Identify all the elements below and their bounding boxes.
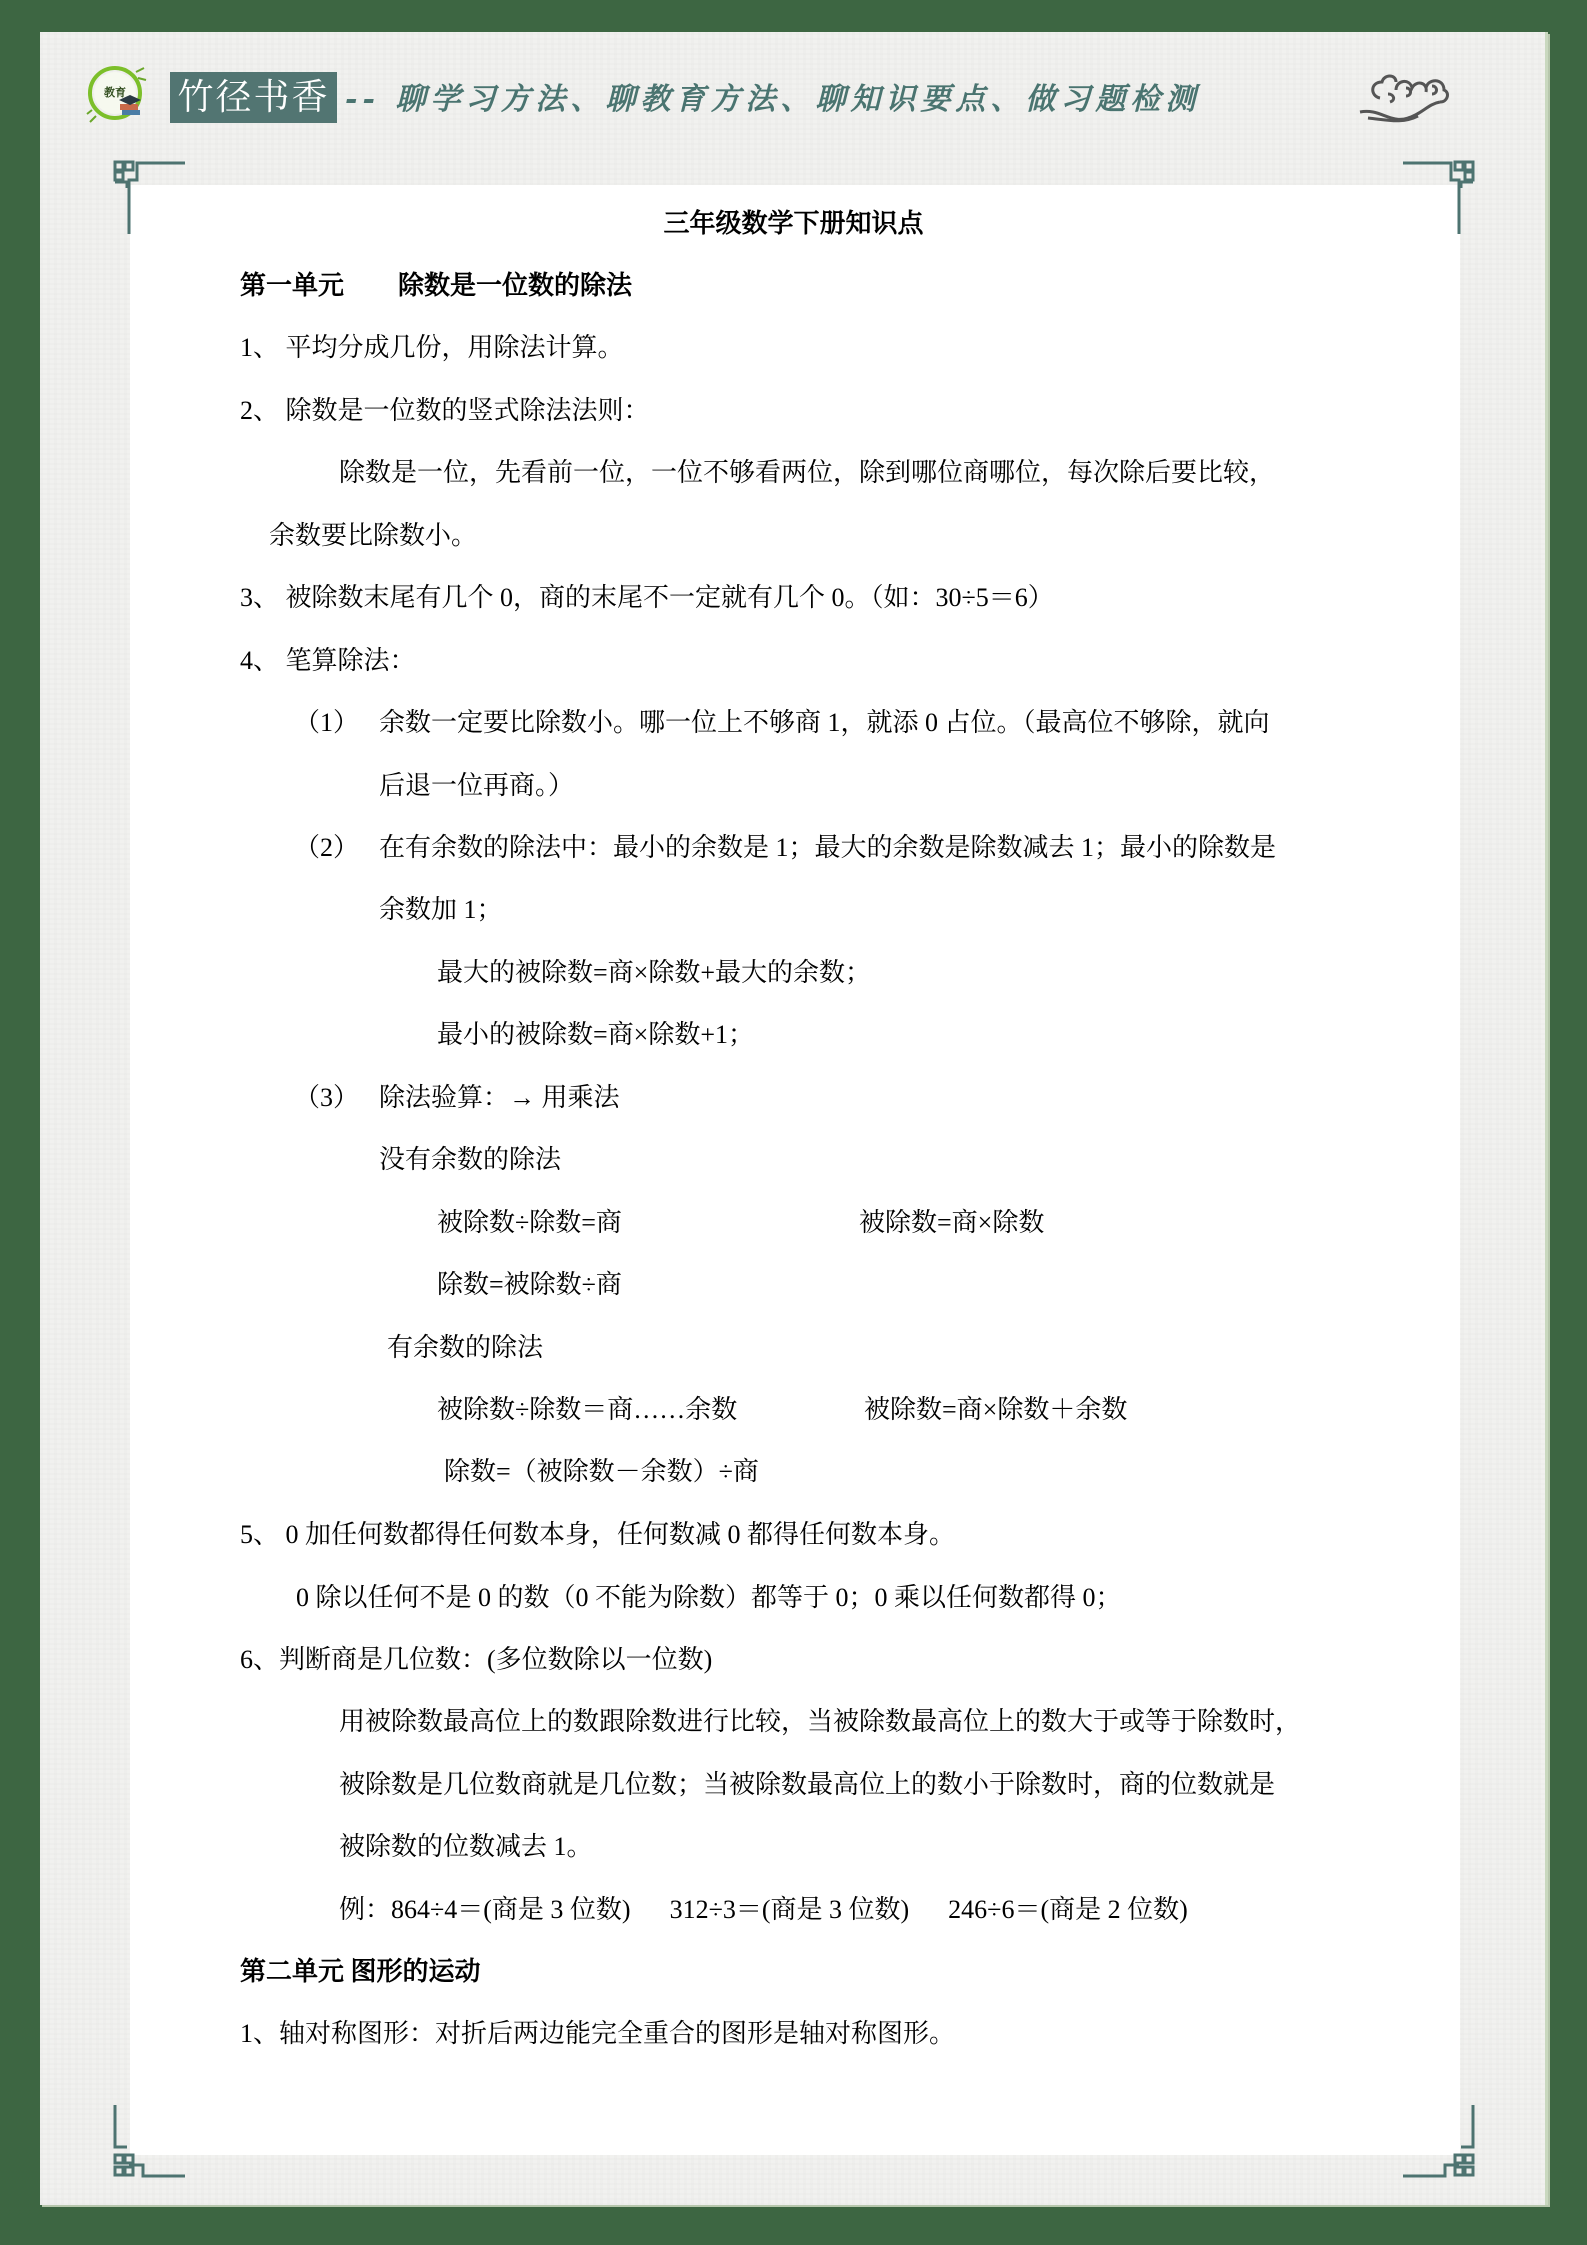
auspicious-cloud-icon (1358, 68, 1458, 128)
unit1-heading (240, 270, 632, 302)
sub-item-1-line1: 余数一定要比除数小。哪一位上不够商 1，就添 0 占位。（最高位不够除，就向 (379, 708, 1270, 737)
bamboo-logo-icon (86, 64, 148, 126)
formula-quotient: 被除数÷除数=商 (437, 1208, 622, 1237)
item-2-rule-line2: 余数要比除数小。 (269, 521, 478, 550)
no-remainder-heading: 没有余数的除法 (379, 1145, 562, 1174)
item-5-line1: 5、 0 加任何数都得任何数本身，任何数减 0 都得任何数本身。 (240, 1520, 956, 1549)
corner-ornament-bottom-left-icon (113, 2105, 185, 2179)
sub-item-3-number: （3） (294, 1083, 360, 1112)
svg-text:教育: 教育 (104, 86, 126, 99)
item-1: 1、 平均分成几份，用除法计算。 (240, 333, 624, 362)
sub-item-2-number: （2） (294, 833, 360, 862)
item-6-examples: 例：864÷4＝(商是 3 位数) 312÷3＝(商是 3 位数) 246÷6＝(商是 2 位数) (339, 1895, 1188, 1924)
remainder-heading: 有余数的除法 (387, 1333, 544, 1362)
formula-max-dividend: 最大的被除数=商×除数+最大的余数； (437, 958, 871, 987)
sub-item-1-number: （1） (294, 708, 360, 737)
item-2: 2、 除数是一位数的竖式除法法则： (240, 396, 650, 425)
item-5-line2: 0 除以任何不是 0 的数（0 不能为除数）都等于 0；0 乘以任何数都得 0； (296, 1583, 1122, 1612)
sub-item-2-line1: 在有余数的除法中：最小的余数是 1；最大的余数是除数减去 1；最小的除数是 (379, 833, 1277, 862)
header-tagline: -- 聊学习方法、聊教育方法、聊知识要点、做习题检测 (345, 82, 1201, 117)
unit2-heading: 第二单元 图形的运动 (240, 1957, 481, 1986)
formula-divisor: 除数=被除数÷商 (437, 1270, 622, 1299)
unit1-label: 第一单元 (240, 271, 345, 300)
item-6-para-line3: 被除数的位数减去 1。 (339, 1832, 593, 1861)
sub-item-2-line2: 余数加 1； (379, 895, 503, 924)
sub-item-3-line1: 除法验算：→ 用乘法 (379, 1083, 620, 1112)
item-4: 4、 笔算除法： (240, 646, 416, 675)
formula-dividend-remainder: 被除数=商×除数＋余数 (864, 1395, 1128, 1424)
corner-ornament-bottom-right-icon (1403, 2105, 1475, 2179)
item-6-para-line1: 用被除数最高位上的数跟除数进行比较，当被除数最高位上的数大于或等于除数时， (339, 1707, 1302, 1736)
formula-quotient-remainder: 被除数÷除数＝商……余数 (437, 1395, 738, 1424)
item-2-rule-line1: 除数是一位，先看前一位，一位不够看两位，除到哪位商哪位，每次除后要比较， (339, 458, 1276, 487)
formula-divisor-remainder: 除数=（被除数－余数）÷商 (444, 1457, 759, 1486)
item-6: 6、判断商是几位数：(多位数除以一位数) (240, 1645, 713, 1674)
document-title: 三年级数学下册知识点 (663, 209, 924, 238)
item-3: 3、 被除数末尾有几个 0，商的末尾不一定就有几个 0。（如：30÷5＝6） (240, 583, 1054, 612)
unit1-name: 除数是一位数的除法 (398, 271, 633, 300)
unit2-item-1: 1、轴对称图形：对折后两边能完全重合的图形是轴对称图形。 (240, 2019, 956, 2048)
formula-dividend: 被除数=商×除数 (859, 1208, 1045, 1237)
item-6-para-line2: 被除数是几位数商就是几位数；当被除数最高位上的数小于除数时，商的位数就是 (339, 1770, 1276, 1799)
formula-min-dividend: 最小的被除数=商×除数+1； (437, 1020, 754, 1049)
brand-title: 竹径书香 (170, 72, 337, 123)
sub-item-1-line2: 后退一位再商。） (379, 771, 575, 800)
